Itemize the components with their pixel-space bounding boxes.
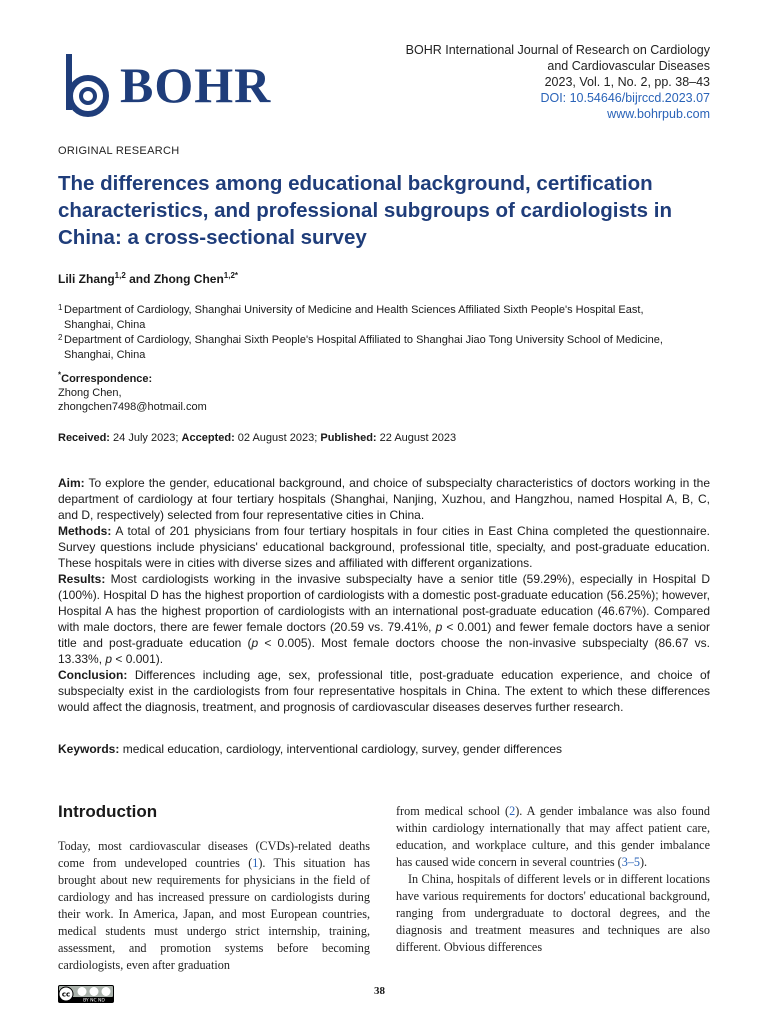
results-text: Most cardiologists working in the invasive subspecialty have a senior title (59.29%), especially in Hospital D (100%). Hospital D has the highest proportion of cardiologists with a domestic post-graduate education (56.25%); however, Hospital A has the highest proportion of cardiologists with an international post-graduate education (46.67%). Compared with male doctors, there are fewer female doctors (20.59 vs. 79.41%, xyxy=(58,572,710,634)
aim-label: Aim: xyxy=(58,476,85,490)
body-paragraph xyxy=(58,838,370,974)
affiliation-text: Department of Cardiology, Shanghai Sixth People's Hospital Affiliated to Shanghai Jiao Tong University School of Medicine, xyxy=(64,334,663,346)
p-value-symbol: p xyxy=(105,652,113,666)
page-number: 38 xyxy=(374,985,385,997)
citation-link[interactable]: 2 xyxy=(509,804,516,818)
keywords-label: Keywords: xyxy=(58,742,120,756)
body-text: from medical school ( xyxy=(396,804,510,818)
results-text: < 0.001). xyxy=(112,652,164,666)
correspondence xyxy=(58,372,207,414)
keywords-text: medical education, cardiology, interventional cardiology, survey, gender differences xyxy=(119,742,563,756)
author-list xyxy=(58,272,238,286)
accepted-date: 02 August 2023; xyxy=(234,432,321,444)
abstract xyxy=(58,475,710,715)
publisher-url-link[interactable]: www.bohrpub.com xyxy=(607,107,710,121)
license-terms: BY NC ND xyxy=(83,998,105,1003)
author-affiliation-marker: 1,2 xyxy=(114,271,126,280)
affiliation-text: Shanghai, China xyxy=(64,349,146,361)
body-text: ). A gender imbalance was also found within cardiology internationally that may affect patient care, education, and workplace culture, and this gender imbalance has caused wide concern in several countries ( xyxy=(396,804,710,869)
creative-commons-license-badge[interactable] xyxy=(58,985,114,1003)
correspondence-name: Zhong Chen, xyxy=(58,387,122,399)
bohr-logo xyxy=(58,50,288,130)
received-date: 24 July 2023; xyxy=(109,432,182,444)
conclusion-label: Conclusion: xyxy=(58,668,128,682)
correspondence-label: Correspondence: xyxy=(61,373,153,385)
affiliation-2 xyxy=(58,333,718,363)
results-text: < 0.005). Most female doctors choose the non-invasive subspecialty (86.67 vs. 13.33%, xyxy=(58,636,711,666)
journal-name-line2: and Cardiovascular Diseases xyxy=(547,59,710,73)
results-label: Results: xyxy=(58,572,106,586)
journal-info xyxy=(406,42,710,122)
abstract-methods xyxy=(58,523,710,571)
results-text: < 0.001) and fewer female doctors have a senior title and post-graduate education ( xyxy=(58,620,710,650)
methods-label: Methods: xyxy=(58,524,112,538)
article-type: ORIGINAL RESEARCH xyxy=(58,145,180,157)
body-column-left xyxy=(58,838,370,974)
conclusion-text: Differences including age, sex, professional title, post-graduate education experience, and choice of subspecialty exist in the cardiologists from four representative hospitals in China. The extent to which these differences would affect the diagnosis, treatment, and prognosis of cardiovascular diseases deserves further research. xyxy=(58,668,710,714)
body-text: Today, most cardiovascular diseases (CVDs)-related deaths come from undeveloped countries ( xyxy=(58,839,370,870)
bohr-logo-icon xyxy=(58,50,120,130)
author-name: Lili Zhang xyxy=(58,272,115,286)
abstract-results xyxy=(58,571,710,667)
body-paragraph xyxy=(396,803,710,871)
body-text: ). This situation has brought about new requirements for physicians in the field of cardiology and has increased pressure on cardiologists during their work. In America, Japan, and most European countries, medical students must undergo strict internship, training, assessment, and promotion systems before becoming cardiologists, even after graduation xyxy=(58,856,370,972)
abstract-conclusion xyxy=(58,667,710,715)
doi-link[interactable]: DOI: 10.54646/bijrccd.2023.07 xyxy=(540,91,710,105)
body-paragraph: In China, hospitals of different levels or in different locations have various requirements for doctors' educational background, ranging from undergraduate to doctoral degrees, and the diagnosis and treatment measures and techniques are also different. Obvious differences xyxy=(396,872,710,954)
published-label: Published: xyxy=(320,432,377,444)
keywords xyxy=(58,742,562,756)
affiliation-number: 2 xyxy=(58,333,63,342)
body-text: ). xyxy=(640,855,648,869)
citation-link[interactable]: 1 xyxy=(252,856,259,870)
section-heading-introduction: Introduction xyxy=(58,802,158,821)
journal-volume: 2023, Vol. 1, No. 2, pp. 38–43 xyxy=(544,75,710,89)
journal-name-line1: BOHR International Journal of Research on Cardiology xyxy=(405,43,710,57)
svg-text:cc: cc xyxy=(61,990,71,999)
affiliation-text: Department of Cardiology, Shanghai University of Medicine and Health Sciences Affiliated Sixth People's Hospital East, xyxy=(64,304,644,316)
accepted-label: Accepted: xyxy=(181,432,235,444)
correspondence-email[interactable]: zhongchen7498@hotmail.com xyxy=(58,401,207,413)
article-dates xyxy=(58,432,456,444)
correspondence-marker: * xyxy=(58,370,62,380)
citation-link[interactable]: 3–5 xyxy=(621,855,640,869)
methods-text: A total of 201 physicians from four tertiary hospitals in four cities in East China completed the questionnaire. Survey questions include physicians' educational background, professional title, specialty, and post-graduate education. These hospitals were in cities with diverse sizes and affiliated with different organizations. xyxy=(58,524,710,570)
body-column-right xyxy=(396,803,710,956)
author-affiliation-marker: 1,2* xyxy=(223,271,239,280)
author-name: Zhong Chen xyxy=(153,272,224,286)
affiliation-1 xyxy=(58,303,718,333)
abstract-aim xyxy=(58,475,710,523)
article-title: The differences among educational background, certification characteristics, and professional subgroups of cardiologists in China: a cross-sectional survey xyxy=(58,172,672,249)
affiliation-text: Shanghai, China xyxy=(64,319,146,331)
received-label: Received: xyxy=(58,432,110,444)
p-value-symbol: p xyxy=(251,636,259,650)
affiliation-number: 1 xyxy=(58,303,63,312)
published-date: 22 August 2023 xyxy=(376,432,457,444)
cc-license-icon xyxy=(58,985,114,1003)
p-value-symbol: p xyxy=(435,620,443,634)
logo-wordmark: BOHR xyxy=(120,57,272,113)
author-conjunction: and xyxy=(125,272,154,286)
aim-text: To explore the gender, educational background, and choice of subspecialty characteristics of doctors working in the department of cardiology at four tertiary hospitals (Shanghai, Nanjing, Xuzhou, and Hangzhou, named Hospital A, B, C, and D, respectively) selected from four representative cities in China. xyxy=(58,476,710,522)
